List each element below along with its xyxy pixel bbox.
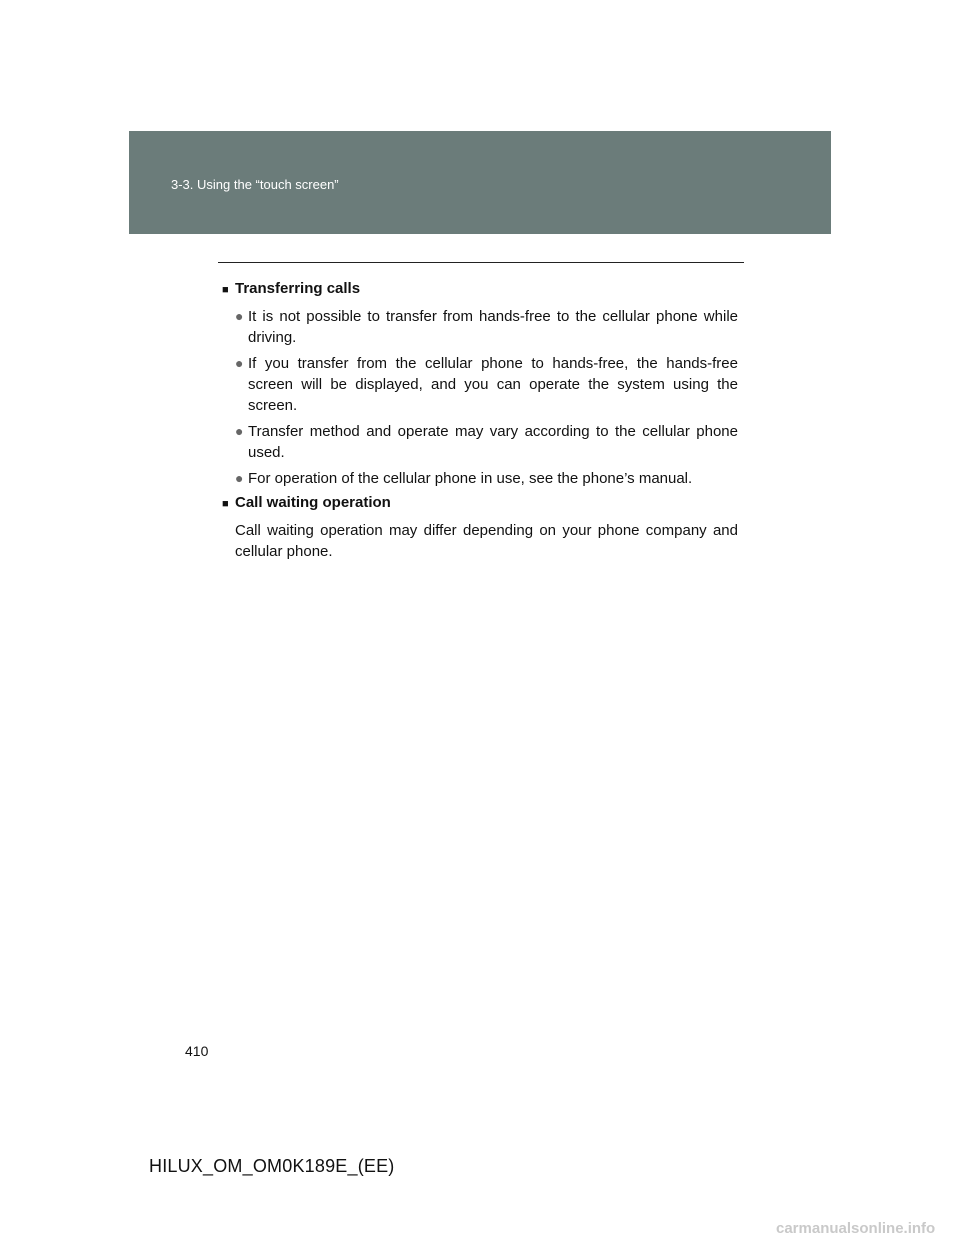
section-title: Call waiting operation: [235, 494, 391, 511]
section-title: Transferring calls: [235, 280, 361, 297]
bullet-icon: ●: [235, 355, 244, 371]
list-item-text: For operation of the cellular phone in use, see the phone’s manual.: [248, 470, 693, 487]
page-content: [222, 278, 738, 562]
header-band: [129, 131, 831, 234]
list-item: [235, 306, 738, 348]
section-label: 3-3. Using the “touch screen”: [171, 177, 339, 192]
bullet-icon: ●: [235, 423, 244, 439]
section-paragraph: Call waiting operation may differ depending on your phone company and cellular phone.: [235, 522, 738, 560]
list-item: [235, 353, 738, 416]
bullet-icon: ●: [235, 470, 244, 486]
watermark: carmanualsonline.info: [776, 1220, 936, 1237]
black-square-icon: ■: [222, 498, 229, 510]
bullet-icon: ●: [235, 308, 244, 324]
page-number: 410: [185, 1043, 209, 1059]
list-item: [235, 468, 738, 489]
section-transferring-calls: [222, 278, 738, 489]
section-heading: [222, 278, 738, 301]
section-heading: [222, 492, 738, 515]
section-call-waiting: [222, 492, 738, 562]
black-square-icon: ■: [222, 284, 229, 296]
list-item-text: It is not possible to transfer from hands-free to the cellular phone while driving.: [248, 308, 738, 346]
list-item-text: Transfer method and operate may vary according to the cellular phone used.: [248, 423, 738, 461]
list-item-text: If you transfer from the cellular phone to hands-free, the hands-free screen will be displayed, and you can operate the system using the screen.: [248, 355, 738, 414]
document-code: HILUX_OM_OM0K189E_(EE): [149, 1156, 395, 1176]
section-divider: [218, 262, 744, 263]
list-item: [235, 421, 738, 463]
